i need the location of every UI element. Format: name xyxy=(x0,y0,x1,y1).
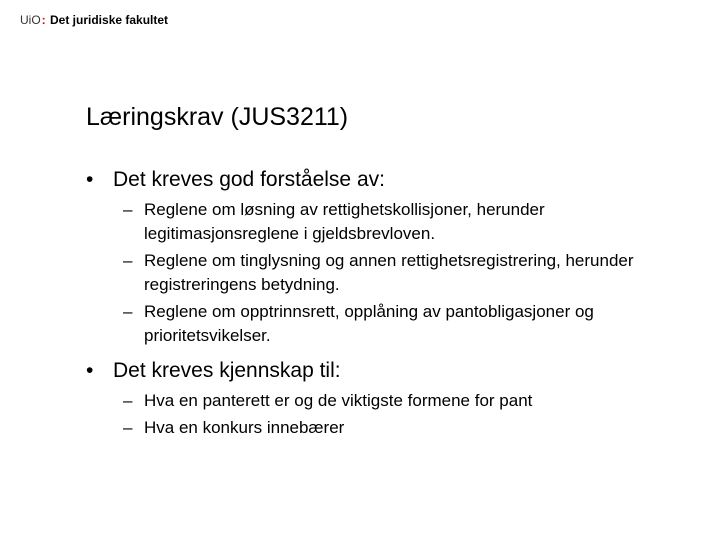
sub-item-text: Reglene om løsning av rettighetskollisjoner, herunder legitimasjonsreglene i gjeldsbrevloven. xyxy=(144,200,545,243)
header-separator: : xyxy=(41,13,46,27)
faculty-header xyxy=(20,12,168,28)
dash-icon: – xyxy=(123,251,133,270)
dash-icon: – xyxy=(123,391,133,410)
sub-item xyxy=(123,198,696,246)
sub-item xyxy=(123,249,696,297)
dash-icon: – xyxy=(123,302,133,321)
faculty-name: Det juridiske fakultet xyxy=(50,13,169,27)
bullet-icon: • xyxy=(86,359,94,382)
slide-title: Læringskrav (JUS3211) xyxy=(86,103,349,131)
bullet-item xyxy=(86,357,696,384)
sub-item-text: Hva en konkurs innebærer xyxy=(144,418,345,437)
sub-item-text: Reglene om tinglysning og annen rettighetsregistrering, herunder registreringens betydning. xyxy=(144,251,634,294)
bullet-icon: • xyxy=(86,168,94,191)
sub-item-text: Reglene om opptrinnsrett, opplåning av pantobligasjoner og prioritetsvikelser. xyxy=(144,302,594,345)
uio-logo: UiO xyxy=(20,13,41,27)
slide-content xyxy=(86,166,696,443)
bullet-text: Det kreves kjennskap til: xyxy=(113,359,341,382)
sub-item xyxy=(123,416,696,440)
dash-icon: – xyxy=(123,200,133,219)
bullet-text: Det kreves god forståelse av: xyxy=(113,168,385,191)
sub-item xyxy=(123,300,696,348)
sub-list xyxy=(123,389,696,440)
bullet-item xyxy=(86,166,696,193)
sub-list xyxy=(123,198,696,348)
sub-item-text: Hva en panterett er og de viktigste formene for pant xyxy=(144,391,533,410)
sub-item xyxy=(123,389,696,413)
dash-icon: – xyxy=(123,418,133,437)
